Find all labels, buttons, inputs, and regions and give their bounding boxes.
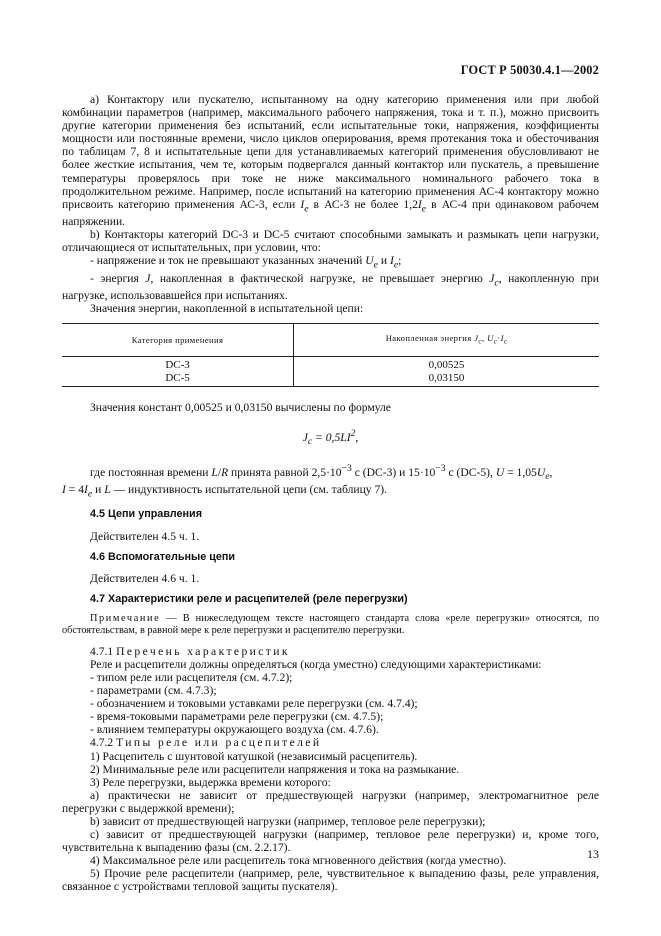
list-item: c) зависит от предшествующей нагрузки (например, тепловое реле перегрузки) и, кроме того, чувствительна к выпадению фазы (см. 2.2.17). bbox=[62, 828, 599, 855]
where-text bbox=[62, 462, 599, 501]
list-item: b) зависит от предшествующей нагрузки (например, тепловое реле перегрузки); bbox=[90, 814, 486, 828]
table-header-jc-sub: c bbox=[478, 337, 482, 346]
symbol-l-where: L bbox=[104, 483, 111, 497]
running-header: ГОСТ Р 50030.4.1—2002 bbox=[460, 63, 599, 77]
symbol-i-where: I bbox=[62, 483, 66, 497]
symbol-ie-sub: e bbox=[304, 203, 309, 215]
where-text-1: где постоянная времени bbox=[90, 465, 212, 479]
symbol-ie-2: I bbox=[417, 197, 422, 211]
note bbox=[62, 613, 599, 638]
note-text: — В нижеследующем тексте настоящего стандарта слова «реле перегрузки» относятся, по обстоятельствам, в равной мере к реле перегрузки и расцепителю перегрузки. bbox=[62, 612, 599, 637]
section-4-7-1-heading bbox=[62, 645, 599, 658]
constants-text: Значения констант 0,00525 и 0,03150 вычислены по формуле bbox=[90, 401, 391, 415]
where-text-7: , bbox=[549, 465, 553, 479]
symbol-u-sub: e bbox=[373, 259, 378, 271]
section-4-6-body: Действителен 4.6 ч. 1. bbox=[90, 571, 200, 585]
list-item: - обозначением и токовыми уставками реле перегрузки (см. 4.7.4); bbox=[90, 697, 418, 711]
table-header-u-sub: c bbox=[493, 337, 498, 346]
formula-tail: , bbox=[355, 430, 359, 444]
formula-rhs: = 0,5LI bbox=[312, 430, 351, 444]
condition-2-mid: , накопленная в фактической нагрузке, не превышает энергию bbox=[150, 271, 490, 285]
symbol-ie-2-sub: e bbox=[421, 203, 427, 215]
list-item: 5) Прочие реле расцепители (например, реле, чувствительное к выпадению фазы, реле управления, связанное с устройствами тепловой защиты пускателя). bbox=[62, 867, 599, 894]
where-slash: / bbox=[217, 465, 222, 479]
table-header-i: I bbox=[500, 333, 504, 344]
energy-table bbox=[62, 323, 599, 387]
formula-lhs: J bbox=[302, 430, 308, 444]
energy-formula bbox=[62, 427, 599, 448]
symbol-ue-where-sub: e bbox=[545, 470, 550, 482]
table-header-energy-text: Накопленная энергия bbox=[385, 333, 475, 344]
section-4-5-title: 4.5 Цепи управления bbox=[90, 508, 202, 521]
table-row bbox=[62, 372, 599, 387]
table-cell-energy: 0,00525 bbox=[294, 357, 599, 373]
section-4-7-2-num: 4.7.2 bbox=[90, 736, 117, 750]
where-exp-1: −3 bbox=[341, 462, 352, 474]
table-cell-category: DC-5 bbox=[62, 372, 294, 387]
formula-lhs-sub: c bbox=[307, 435, 313, 447]
where-text-5: с (DC-5), bbox=[445, 465, 496, 479]
table-header-sep: , bbox=[482, 333, 488, 344]
list-item: - типом реле или расцепителя (см. 4.7.2); bbox=[90, 670, 293, 684]
list-item: - влиянием температуры окружающего воздуха (см. 4.7.6). bbox=[90, 723, 379, 737]
symbol-l: L bbox=[211, 465, 218, 479]
symbol-jc-sub: c bbox=[494, 277, 499, 289]
section-4-6-title: 4.6 Вспомогательные цепи bbox=[90, 550, 236, 563]
condition-1-text: - напряжение и ток не превышают указанных значений bbox=[90, 254, 363, 268]
table-header-energy: Накопленная энергия $J_c$, $U_c\cdot I_c$ bbox=[294, 324, 599, 357]
section-4-5-body: Действителен 4.5 ч. 1. bbox=[90, 529, 200, 543]
section-4-7-title: 4.7 Характеристики реле и расцепителей (реле перегрузки) bbox=[90, 592, 408, 605]
table-row bbox=[62, 357, 599, 373]
list-item: 1) Расцепитель с шунтовой катушкой (независимый расцепитель). bbox=[90, 749, 418, 763]
where-line2-c: — индуктивность испытательной цепи (см. таблицу 7). bbox=[110, 483, 388, 497]
page-body bbox=[62, 93, 599, 894]
condition-1 bbox=[62, 254, 599, 271]
table-header-category: Категория применения bbox=[62, 324, 294, 357]
note-label: Примечание bbox=[90, 612, 161, 624]
section-4-7-2-heading bbox=[62, 736, 599, 749]
energy-intro: Значения энергии, накопленной в испытательной цепи: bbox=[90, 302, 364, 316]
paragraph-a-mid: в АС-3 не более 1,2 bbox=[308, 197, 418, 211]
section-4-7-1-num: 4.7.1 bbox=[90, 644, 117, 658]
condition-2 bbox=[62, 272, 599, 303]
symbol-ie-where-sub: e bbox=[87, 488, 93, 500]
paragraph-a-end: в АС-4 при одинаковом рабочем напряжении. bbox=[62, 197, 599, 229]
symbol-ie: I bbox=[300, 197, 305, 211]
symbol-ie-where: I bbox=[84, 483, 88, 497]
table-header-u: U bbox=[487, 333, 494, 344]
symbol-r: R bbox=[221, 465, 229, 479]
paragraph-a bbox=[62, 93, 599, 228]
table-header-i-sub: c bbox=[503, 337, 508, 346]
section-4-7-2-title: Типы реле или расцепителей bbox=[116, 736, 322, 750]
condition-1-and: и bbox=[377, 254, 390, 268]
list-item: a) практически не зависит от предшествующей нагрузки (например, электромагнитное реле перегрузки с выдержкой времени); bbox=[62, 788, 599, 815]
symbol-i-sub: e bbox=[393, 259, 399, 271]
section-4-7-1-intro: Реле и расцепители должны определяться (когда уместно) следующими характеристиками: bbox=[90, 657, 542, 671]
page-number: 13 bbox=[587, 847, 599, 861]
where-text-6: = 1,05 bbox=[504, 465, 537, 479]
table-cell-category: DC-3 bbox=[165, 359, 190, 372]
formula-sup: 2 bbox=[350, 427, 356, 439]
where-text-4: с (DC-3) и 15·10 bbox=[351, 465, 436, 479]
paragraph-b: b) Контакторы категорий DC-3 и DC-5 считают способными замыкать и размыкать цепи нагрузки, отличающиеся от испытательных, при условии, что: bbox=[62, 228, 599, 255]
where-exp-2: −3 bbox=[435, 462, 446, 474]
condition-2-end: , накопленную при нагрузке, использовавшейся при испытаниях. bbox=[62, 271, 599, 303]
where-line2-b: и bbox=[92, 483, 105, 497]
list-item: 4) Максимальное реле или расцепитель тока мгновенного действия (когда уместно). bbox=[90, 854, 507, 868]
symbol-j: J bbox=[145, 271, 151, 285]
list-item: 2) Минимальные реле или расцепители напряжения и тока на размыкание. bbox=[90, 762, 460, 776]
symbol-i: I bbox=[389, 254, 394, 268]
paragraph-a-text: a) Контактору или пускателю, испытанному на одну категорию применения или при любой комбинации параметров (например, максимального рабочего напряжения, тока и т. п.), можно присвоить другие категории применения без испытаний, если испытательные токи, напряжения, коэффициенты мощности или постоянные времени, число циклов оперирования, время протекания тока и обесточивания по таблицам 7, 8 и испытательные цепи для устанавливаемых категорий применения обусловливают не более жесткие испытания, чем те, которым подвергался данный контактор или пускатель, а превышение температуры проверялось при токе не ниже максимального номинального рабочего тока в продолжительном режиме. Например, после испытаний на категорию применения АС-4 контактору можно присвоить категорию применения АС-3, если bbox=[62, 93, 599, 211]
list-item: - параметрами (см. 4.7.3); bbox=[90, 684, 217, 698]
symbol-jc: J bbox=[489, 271, 495, 285]
condition-2-start: - энергия bbox=[90, 271, 146, 285]
list-item: 3) Реле перегрузки, выдержка времени которого: bbox=[90, 775, 331, 789]
section-4-7-1-title: Перечень характеристик bbox=[116, 644, 290, 658]
symbol-u-where: U bbox=[495, 465, 505, 479]
where-text-3: принята равной 2,5·10 bbox=[228, 465, 342, 479]
table-cell-energy: 0,03150 bbox=[294, 372, 599, 387]
table-header-jc: J bbox=[474, 333, 479, 344]
condition-1-end: ; bbox=[398, 254, 402, 268]
where-line2-a: = 4 bbox=[65, 483, 85, 497]
list-item: - время-токовыми параметрами реле перегрузки (см. 4.7.5); bbox=[90, 710, 384, 724]
symbol-u: U bbox=[365, 254, 374, 268]
symbol-ue-where: U bbox=[536, 465, 546, 479]
